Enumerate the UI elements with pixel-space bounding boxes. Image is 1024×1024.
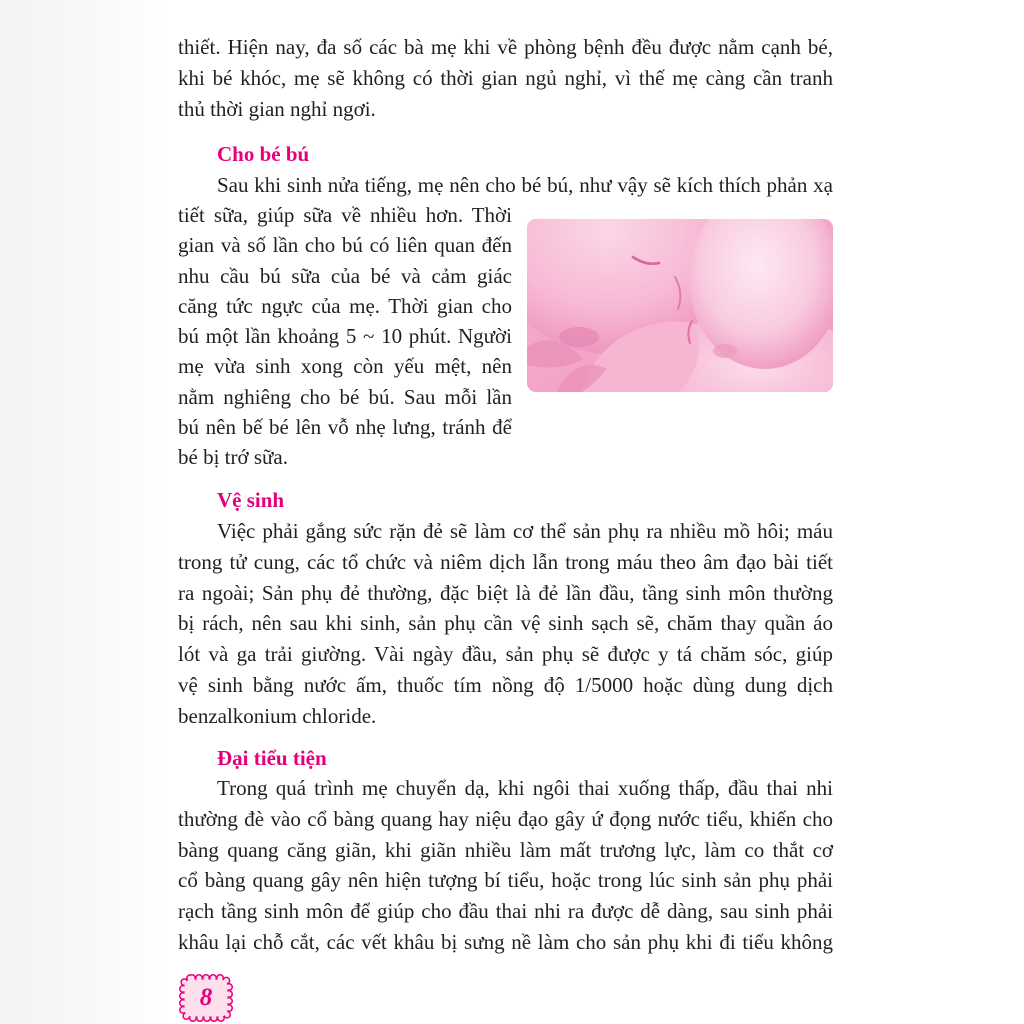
- text-line: thủ thời gian nghỉ ngơi.: [178, 97, 376, 121]
- text-line: mẹ vừa sinh xong còn yếu mệt, nên: [178, 354, 512, 378]
- text-line: bé bị trớ sữa.: [178, 445, 288, 469]
- text-line: vệ sinh bằng nước ấm, thuốc tím nồng độ 1/5000 hoặc dùng dung dịch: [178, 673, 833, 697]
- section-heading: Đại tiểu tiện: [217, 746, 327, 770]
- text-line: gian và số lần cho bú có liên quan đến: [178, 233, 512, 257]
- page-number: 8: [199, 984, 213, 1011]
- text-line: tiết sữa, giúp sữa về nhiều hơn. Thời: [178, 203, 512, 227]
- text-line: Trong quá trình mẹ chuyển dạ, khi ngôi thai xuống thấp, đầu thai nhi: [217, 776, 833, 800]
- text-line: nhu cầu bú sữa của bé và cảm giác: [178, 264, 512, 288]
- section-heading: Vệ sinh: [217, 488, 285, 512]
- text-line: cổ bàng quang gây nên hiện tượng bí tiểu, hoặc trong lúc sinh sản phụ phải: [178, 868, 833, 892]
- text-line: Việc phải gắng sức rặn đẻ sẽ làm cơ thể sản phụ ra nhiều mồ hôi; máu: [217, 519, 833, 543]
- text-line: bị rách, nên sau khi sinh, sản phụ cần vệ sinh sạch sẽ, chăm thay quần áo: [178, 611, 833, 635]
- text-line: lót và ga trải giường. Vài ngày đầu, sản phụ sẽ được y tá chăm sóc, giúp: [178, 642, 833, 666]
- text-line: thường đè vào cổ bàng quang hay niệu đạo gây ứ đọng nước tiểu, khiến cho: [178, 807, 833, 831]
- text-line: bú nên bế bé lên vỗ nhẹ lưng, tránh để: [178, 415, 512, 439]
- page-number-badge: [178, 973, 234, 1023]
- text-line: thiết. Hiện nay, đa số các bà mẹ khi về phòng bệnh đều được nằm cạnh bé,: [178, 35, 833, 59]
- text-line: bú một lần khoảng 5 ~ 10 phút. Người: [178, 324, 512, 348]
- text-line: khâu lại chỗ cắt, các vết khâu bị sưng nề làm cho sản phụ khi đi tiểu không: [178, 930, 833, 954]
- breastfeeding-photo: [527, 219, 833, 392]
- text-line: bàng quang căng giãn, khi giãn nhiều làm mất trương lực, làm co thắt cơ: [178, 838, 833, 862]
- text-line: benzalkonium chloride.: [178, 704, 377, 728]
- text-line: nằm nghiêng cho bé bú. Sau mỗi lần: [178, 385, 512, 409]
- section-heading: Cho bé bú: [217, 142, 310, 166]
- text-line: Sau khi sinh nửa tiếng, mẹ nên cho bé bú, như vậy sẽ kích thích phản xạ: [217, 173, 833, 197]
- text-line: ra ngoài; Sản phụ đẻ thường, đặc biệt là đẻ lần đầu, tầng sinh môn thường: [178, 581, 833, 605]
- text-line: khi bé khóc, mẹ sẽ không có thời gian ngủ nghỉ, vì thế mẹ càng cần tranh: [178, 66, 833, 90]
- text-line: trong tử cung, các tổ chức và niêm dịch lẫn trong máu theo âm đạo bài tiết: [178, 550, 833, 574]
- text-line: căng tức ngực của mẹ. Thời gian cho: [178, 294, 512, 318]
- text-line: rạch tầng sinh môn để giúp cho đầu thai nhi ra được dễ dàng, sau sinh phải: [178, 899, 833, 923]
